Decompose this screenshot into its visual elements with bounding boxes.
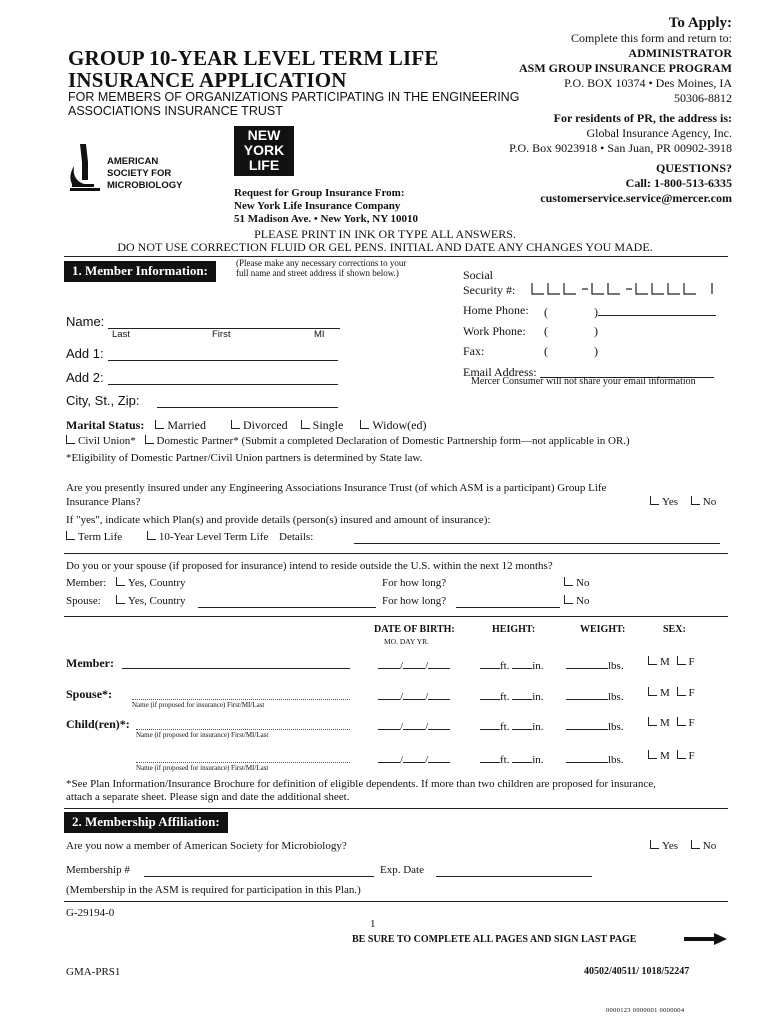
domestic-partner-note: (Submit a completed Declaration of Domestic Partnership form—not applicable in OR.) xyxy=(241,435,630,447)
no-label: No xyxy=(576,595,590,607)
form-subtitle-line2: ASSOCIATIONS INSURANCE TRUST xyxy=(68,104,283,118)
to-apply-heading: To Apply: xyxy=(668,15,732,31)
married-checkbox[interactable] xyxy=(155,418,206,432)
m-label: M xyxy=(660,750,670,762)
weight-header: WEIGHT: xyxy=(580,624,626,635)
note-line: full name and street address if shown below.) xyxy=(236,268,399,278)
request-line: Request for Group Insurance From: xyxy=(234,187,405,199)
spouse-yes-country-checkbox[interactable] xyxy=(116,595,186,607)
divorced-label: Divorced xyxy=(242,418,288,432)
asm-logo-line: AMERICAN xyxy=(107,156,159,167)
insured-no-checkbox[interactable] xyxy=(691,496,716,508)
yes-label: Yes xyxy=(662,840,679,852)
name-field[interactable] xyxy=(108,314,340,329)
term-life-label: Term Life xyxy=(78,531,123,543)
pr-heading: For residents of PR, the address is: xyxy=(553,111,732,125)
domestic-partner-label: Domestic Partner* xyxy=(156,435,239,447)
instructions-line2: DO NOT USE CORRECTION FLUID OR GEL PENS. INITIAL AND DATE ANY CHANGES YOU MADE. xyxy=(117,240,653,254)
membership-required-note: (Membership in the ASM is required for participation in this Plan.) xyxy=(66,884,361,896)
divider xyxy=(64,616,728,617)
work-phone-label: Work Phone: xyxy=(463,324,526,338)
in-unit: in. xyxy=(532,754,544,766)
member-label-outside: Member: xyxy=(66,577,107,589)
add1-label: Add 1: xyxy=(66,346,104,361)
divider xyxy=(64,553,728,554)
dob-subheader: MO. DAY YR. xyxy=(384,637,430,646)
spouse-label-outside: Spouse: xyxy=(66,595,101,607)
gma-code: GMA-PRS1 xyxy=(66,966,121,978)
spouse-name-caption: Name (if proposed for insurance) First/MI/Last xyxy=(132,701,265,709)
row-spouse-label: Spouse*: xyxy=(66,687,113,701)
child2-name-field[interactable] xyxy=(136,750,350,763)
email-privacy-note: Mercer Consumer will not share your email information xyxy=(471,376,696,387)
spouse-height-field[interactable] xyxy=(480,687,544,703)
first-caption: First xyxy=(212,329,231,340)
spouse-sex-f-checkbox[interactable] xyxy=(677,687,695,699)
member-sex-f-checkbox[interactable] xyxy=(677,656,695,668)
row-children-label: Child(ren)*: xyxy=(66,717,130,731)
apply-line: ADMINISTRATOR xyxy=(628,46,732,60)
member-name-field[interactable] xyxy=(122,656,350,669)
new-york-life-logo xyxy=(234,126,294,176)
yes-label: Yes xyxy=(662,496,679,508)
child1-sex-m-checkbox[interactable] xyxy=(648,717,670,729)
form-title-line1: GROUP 10-YEAR LEVEL TERM LIFE xyxy=(68,46,439,70)
divider xyxy=(64,256,728,257)
name-label: Name: xyxy=(66,314,105,329)
lbs-unit: lbs. xyxy=(608,754,624,766)
exp-date-label: Exp. Date xyxy=(380,864,424,876)
child1-weight-field[interactable] xyxy=(566,717,624,733)
pr-line: P.O. Box 9023918 • San Juan, PR 00902-3918 xyxy=(509,141,732,155)
ft-unit: ft. xyxy=(500,660,510,672)
married-label: Married xyxy=(167,418,206,432)
see-plan-note-line1: *See Plan Information/Insurance Brochure for definition of eligible dependents. If more than two children are proposed for insurance, xyxy=(66,778,656,790)
nyl-logo-line: LIFE xyxy=(248,157,280,173)
child2-weight-field[interactable] xyxy=(566,750,624,766)
fax-label: Fax: xyxy=(463,344,485,358)
asm-logo-text xyxy=(107,156,182,192)
social-label: Social xyxy=(463,268,493,282)
child2-sex-f-checkbox[interactable] xyxy=(677,750,695,762)
no-label: No xyxy=(576,577,590,589)
height-header: HEIGHT: xyxy=(492,624,536,635)
child1-dob-field[interactable]: / / xyxy=(378,717,450,733)
row-member-label: Member: xyxy=(66,656,114,670)
insured-yes-checkbox[interactable] xyxy=(650,496,678,508)
home-phone-label: Home Phone: xyxy=(463,303,529,317)
f-label: F xyxy=(688,687,695,699)
insured-question-line2: Insurance Plans? xyxy=(66,496,141,508)
asm-logo xyxy=(66,140,104,197)
outside-us-question: Do you or your spouse (if proposed for insurance) intend to reside outside the U.S. within the next 12 months? xyxy=(66,560,553,572)
spouse-sex-field xyxy=(648,687,695,699)
ssn-boxes xyxy=(528,282,718,296)
phone-number: Call: 1-800-513-6335 xyxy=(625,176,732,190)
dob-header: DATE OF BIRTH: xyxy=(374,624,455,635)
spouse-no-checkbox[interactable] xyxy=(564,595,589,607)
civil-union-label: Civil Union* xyxy=(78,435,136,447)
email-link[interactable]: customerservice.service@mercer.com xyxy=(540,191,732,205)
spouse-name-field[interactable] xyxy=(132,687,350,700)
yes-country-label: Yes, Country xyxy=(128,595,186,607)
ssn-field[interactable] xyxy=(528,282,718,301)
no-label: No xyxy=(702,840,717,852)
apply-line: P.O. BOX 10374 • Des Moines, IA xyxy=(564,76,732,90)
form-title-line2: INSURANCE APPLICATION xyxy=(68,68,347,92)
member-yes-country-checkbox[interactable] xyxy=(116,577,186,589)
arrow-right-icon xyxy=(684,932,728,946)
marital-status-row xyxy=(66,418,426,433)
sex-header: SEX: xyxy=(663,624,686,635)
section1-title: 1. Member Information: xyxy=(64,261,216,282)
plan-codes: 40502/40511/ 1018/52247 xyxy=(584,966,690,977)
work-phone-field[interactable]: ( ) xyxy=(544,324,598,338)
barcode-text: 0000123 0000001 0000004 xyxy=(606,1007,685,1014)
single-checkbox[interactable] xyxy=(301,418,344,432)
request-line: 51 Madison Ave. • New York, NY 10010 xyxy=(234,213,419,225)
eligibility-note: *Eligibility of Domestic Partner/Civil Union partners is determined by State law. xyxy=(66,452,423,464)
divider xyxy=(64,808,728,809)
member-weight-field[interactable] xyxy=(566,656,624,672)
membership-question: Are you now a member of American Society for Microbiology? xyxy=(66,840,347,852)
exp-date-field[interactable] xyxy=(436,864,592,877)
m-label: M xyxy=(660,717,670,729)
asm-logo-line: SOCIETY FOR xyxy=(107,168,172,179)
spouse-dob-field[interactable]: / / xyxy=(378,687,450,703)
child1-height-field[interactable] xyxy=(480,717,544,733)
membership-yes-no xyxy=(650,840,716,852)
questions-heading: QUESTIONS? xyxy=(655,161,732,175)
asm-logo-line: MICROBIOLOGY xyxy=(107,180,183,191)
ten-year-label: 10-Year Level Term Life xyxy=(158,531,269,543)
insured-question-line1: Are you presently insured under any Engineering Associations Insurance Trust (of which ASM is a participant) Group Life xyxy=(66,482,607,494)
civil-union-checkbox[interactable] xyxy=(66,435,136,447)
plans-row xyxy=(66,531,313,543)
membership-no-checkbox[interactable] xyxy=(691,840,716,852)
spouse-how-long-field[interactable] xyxy=(456,595,560,608)
civil-union-row xyxy=(66,435,630,447)
yes-country-label: Yes, Country xyxy=(128,577,186,589)
member-sex-field xyxy=(648,656,695,668)
add2-label: Add 2: xyxy=(66,370,104,385)
apply-line: ASM GROUP INSURANCE PROGRAM xyxy=(519,61,732,75)
member-how-long-label: For how long? xyxy=(382,577,447,589)
membership-number-field[interactable] xyxy=(144,864,374,877)
ten-year-checkbox[interactable] xyxy=(147,531,268,543)
email-address-label: Email Address: xyxy=(463,365,537,379)
apply-line: 50306-8812 xyxy=(674,91,732,105)
child1-name-caption: Name (if proposed for insurance) First/MI/Last xyxy=(136,731,269,739)
spouse-country-field[interactable] xyxy=(198,595,376,608)
questions-block xyxy=(540,161,732,206)
ft-unit: ft. xyxy=(500,721,510,733)
child1-sex-f-checkbox[interactable] xyxy=(677,717,695,729)
in-unit: in. xyxy=(532,660,544,672)
member-height-field[interactable] xyxy=(480,656,544,672)
add2-field[interactable] xyxy=(108,370,338,385)
in-unit: in. xyxy=(532,721,544,733)
child2-sex-m-checkbox[interactable] xyxy=(648,750,670,762)
details-field[interactable] xyxy=(354,531,720,544)
page-number: 1 xyxy=(370,918,376,930)
lbs-unit: lbs. xyxy=(608,691,624,703)
microscope-icon xyxy=(66,140,104,192)
widowed-checkbox[interactable] xyxy=(360,418,426,432)
form-subtitle-line1: FOR MEMBERS OF ORGANIZATIONS PARTICIPATING IN THE ENGINEERING xyxy=(68,90,520,104)
home-phone-field[interactable]: ( ) xyxy=(544,303,716,320)
member-sex-m-checkbox[interactable] xyxy=(648,656,670,668)
member-no-checkbox[interactable] xyxy=(564,577,589,589)
divorced-checkbox[interactable] xyxy=(231,418,288,432)
city-field[interactable] xyxy=(157,393,338,408)
widowed-label: Widow(ed) xyxy=(372,418,427,432)
single-label: Single xyxy=(312,418,344,432)
spouse-how-long-label: For how long? xyxy=(382,595,447,607)
section1-note xyxy=(236,258,406,278)
term-life-checkbox[interactable] xyxy=(66,531,122,543)
form-id: G-29194-0 xyxy=(66,907,115,919)
divider xyxy=(64,901,728,902)
last-caption: Last xyxy=(112,329,130,340)
fax-field[interactable]: ( ) xyxy=(544,344,598,358)
f-label: F xyxy=(688,717,695,729)
mi-caption: MI xyxy=(314,329,325,340)
security-label: Security #: xyxy=(463,283,516,297)
no-label: No xyxy=(702,496,717,508)
domestic-partner-checkbox[interactable] xyxy=(145,435,239,447)
in-unit: in. xyxy=(532,691,544,703)
see-plan-note-line2: attach a separate sheet. Please sign and date the additional sheet. xyxy=(66,791,350,803)
pr-line: Global Insurance Agency, Inc. xyxy=(586,126,732,140)
membership-yes-checkbox[interactable] xyxy=(650,840,678,852)
f-label: F xyxy=(688,750,695,762)
spouse-sex-m-checkbox[interactable] xyxy=(648,687,670,699)
pr-address-block xyxy=(509,111,732,156)
be-sure-note: BE SURE TO COMPLETE ALL PAGES AND SIGN LAST PAGE xyxy=(352,934,637,945)
membership-number-label: Membership # xyxy=(66,864,130,876)
to-apply-block xyxy=(519,16,732,106)
city-label: City, St., Zip: xyxy=(66,393,140,408)
member-dob-field[interactable]: / / xyxy=(378,656,450,672)
note-line: (Please make any necessary corrections to your xyxy=(236,258,407,268)
add1-field[interactable] xyxy=(108,346,338,361)
m-label: M xyxy=(660,656,670,668)
details-label: Details: xyxy=(279,531,314,543)
section2-title: 2. Membership Affiliation: xyxy=(64,812,228,833)
ft-unit: ft. xyxy=(500,691,510,703)
lbs-unit: lbs. xyxy=(608,721,624,733)
nyl-logo-line: NEW xyxy=(247,127,281,143)
instructions-line1: PLEASE PRINT IN INK OR TYPE ALL ANSWERS. xyxy=(254,227,516,241)
if-yes-instruction: If "yes", indicate which Plan(s) and provide details (person(s) insured and amount of insurance): xyxy=(66,514,491,526)
apply-line: Complete this form and return to: xyxy=(571,31,732,45)
child1-name-field[interactable] xyxy=(136,717,350,730)
lbs-unit: lbs. xyxy=(608,660,624,672)
marital-status-label: Marital Status: xyxy=(66,418,145,432)
m-label: M xyxy=(660,687,670,699)
child2-sex-field xyxy=(648,750,695,762)
child2-name-caption: Name (if proposed for insurance) First/MI/Last xyxy=(136,764,269,772)
f-label: F xyxy=(688,656,695,668)
child2-dob-field[interactable]: / / xyxy=(378,750,450,766)
ft-unit: ft. xyxy=(500,754,510,766)
request-block xyxy=(234,187,418,226)
request-line: New York Life Insurance Company xyxy=(234,200,401,212)
nyl-logo-line: YORK xyxy=(243,142,285,158)
insured-yes-no xyxy=(650,496,716,508)
child2-height-field[interactable] xyxy=(480,750,544,766)
spouse-weight-field[interactable] xyxy=(566,687,624,703)
child1-sex-field xyxy=(648,717,695,729)
